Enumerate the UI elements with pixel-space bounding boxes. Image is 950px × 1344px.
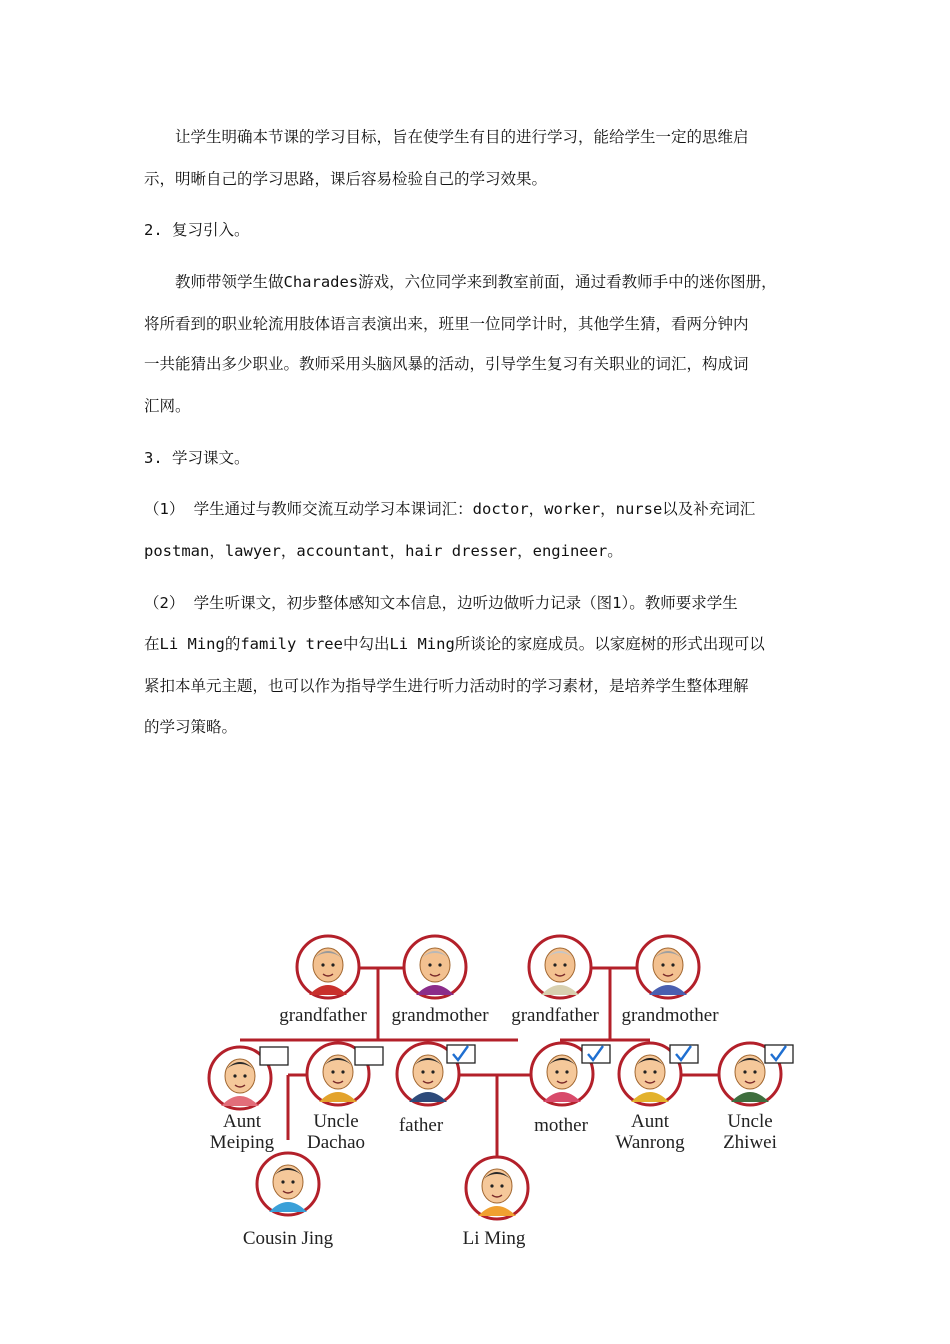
member-label: Wanrong	[615, 1132, 685, 1153]
paragraph-line: 在Li Ming的family tree中勾出Li Ming所谈论的家庭成员。以家庭树的形式出现可以	[144, 635, 765, 653]
member-label: Aunt	[631, 1111, 669, 1132]
family-member	[615, 1043, 698, 1153]
member-label: grandfather	[279, 1005, 367, 1026]
member-label: Aunt	[223, 1111, 261, 1132]
paragraph-line: （2） 学生听课文，初步整体感知文本信息，边听边做听力记录（图1）。教师要求学生	[144, 594, 738, 612]
member-label: grandfather	[511, 1005, 599, 1026]
checkbox	[355, 1047, 383, 1065]
family-member	[397, 1043, 475, 1136]
member-label: grandmother	[391, 1005, 489, 1026]
paragraph-line: postman，lawyer，accountant，hair dresser，engineer。	[144, 542, 623, 560]
checkbox	[582, 1045, 610, 1063]
paragraph-line: 一共能猜出多少职业。教师采用头脑风暴的活动，引导学生复习有关职业的词汇，构成词	[144, 355, 749, 373]
member-label: Uncle	[727, 1111, 773, 1132]
paragraph-line: 将所看到的职业轮流用肢体语言表演出来，班里一位同学计时，其他学生猜，看两分钟内	[144, 315, 749, 333]
checkbox	[765, 1045, 793, 1063]
section-heading: 2. 复习引入。	[144, 221, 250, 239]
paragraph-line: 教师带领学生做Charades游戏，六位同学来到教室前面，通过看教师手中的迷你图册，	[175, 273, 777, 291]
member-label: grandmother	[621, 1005, 719, 1026]
member-label: mother	[534, 1115, 588, 1136]
tree-members	[209, 936, 793, 1249]
family-member	[531, 1043, 610, 1136]
family-member	[307, 1043, 383, 1153]
family-member	[511, 936, 599, 1026]
family-member	[209, 1047, 288, 1153]
member-label: Zhiwei	[723, 1132, 777, 1153]
member-label: Meiping	[209, 1132, 275, 1153]
family-member	[719, 1043, 793, 1153]
paragraph-line: 汇网。	[144, 397, 191, 415]
section-heading: 3. 学习课文。	[144, 449, 250, 467]
family-member	[463, 1157, 528, 1249]
paragraph-line: 让学生明确本节课的学习目标，旨在使学生有目的进行学习，能给学生一定的思维启	[175, 128, 749, 146]
checkbox	[670, 1045, 698, 1063]
family-member	[243, 1153, 334, 1249]
family-member	[391, 936, 489, 1026]
family-member	[621, 936, 719, 1026]
member-label: Cousin Jing	[242, 1228, 334, 1249]
member-label: father	[398, 1115, 444, 1136]
paragraph-line: 紧扣本单元主题，也可以作为指导学生进行听力活动时的学习素材，是培养学生整体理解	[144, 677, 749, 695]
checkbox	[447, 1045, 475, 1063]
member-label: Li Ming	[462, 1228, 526, 1249]
member-label: Dachao	[306, 1132, 366, 1153]
paragraph-line: （1） 学生通过与教师交流互动学习本课词汇：doctor，worker，nurse以及补充词汇	[144, 500, 756, 518]
checkbox	[260, 1047, 288, 1065]
family-member	[279, 936, 367, 1026]
member-label: Uncle	[313, 1111, 359, 1132]
paragraph-line: 示，明晰自己的学习思路，课后容易检验自己的学习效果。	[144, 170, 548, 188]
paragraph-line: 的学习策略。	[144, 718, 238, 736]
